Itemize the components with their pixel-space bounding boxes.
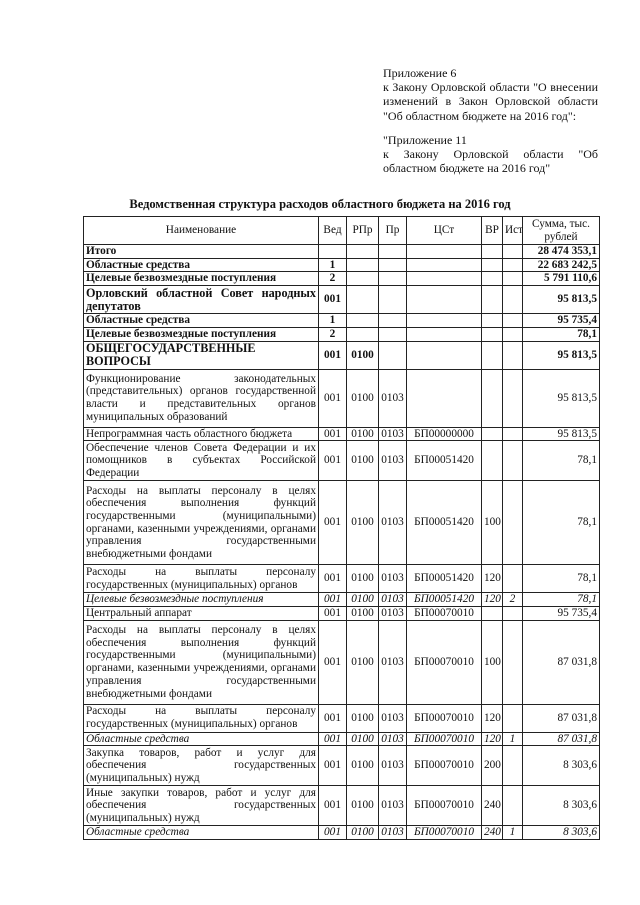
cell-sum: 87 031,8 — [523, 704, 600, 732]
cell-rpr: 0100 — [347, 341, 379, 369]
cell-ved: 001 — [319, 826, 347, 840]
cell-cst: БП00051420 — [407, 481, 482, 565]
cell-cst: БП00070010 — [407, 826, 482, 840]
cell-pr: 0103 — [379, 826, 407, 840]
cell-vr — [482, 272, 503, 286]
cell-vr: 120 — [482, 704, 503, 732]
cell-name: Расходы на выплаты персоналу в целях обеспечения выполнения функций государственными (муниципальными) органами, казенными учреждениями, органами управления государственными внебюджетными фондами — [84, 481, 319, 565]
cell-rpr — [347, 327, 379, 341]
cell-cst — [407, 369, 482, 427]
cell-ist — [503, 286, 523, 314]
cell-ist — [503, 272, 523, 286]
cell-name: Итого — [84, 245, 319, 259]
table-row — [84, 272, 600, 286]
cell-ved: 001 — [319, 441, 347, 481]
cell-ved: 001 — [319, 620, 347, 704]
budget-table — [83, 216, 600, 840]
cell-pr — [379, 314, 407, 328]
cell-pr: 0103 — [379, 606, 407, 620]
cell-name: Иные закупки товаров, работ и услуг для обеспечения государственных (муниципальных) нужд — [84, 786, 319, 826]
cell-rpr — [347, 245, 379, 259]
cell-rpr: 0100 — [347, 606, 379, 620]
cell-pr — [379, 341, 407, 369]
col-rpr-header: РПр — [347, 217, 379, 245]
cell-cst: БП00070010 — [407, 786, 482, 826]
cell-cst — [407, 245, 482, 259]
cell-vr: 120 — [482, 593, 503, 607]
cell-sum: 78,1 — [523, 441, 600, 481]
cell-pr — [379, 258, 407, 272]
cell-ved: 001 — [319, 341, 347, 369]
cell-ved: 001 — [319, 746, 347, 786]
table-row — [84, 314, 600, 328]
cell-ved: 001 — [319, 593, 347, 607]
cell-cst — [407, 272, 482, 286]
cell-cst — [407, 314, 482, 328]
cell-sum: 87 031,8 — [523, 732, 600, 746]
cell-cst: БП00051420 — [407, 593, 482, 607]
cell-pr: 0103 — [379, 732, 407, 746]
cell-ved: 001 — [319, 481, 347, 565]
cell-rpr: 0100 — [347, 427, 379, 441]
cell-sum: 95 735,4 — [523, 314, 600, 328]
col-ist-header: Ист — [503, 217, 523, 245]
cell-vr: 200 — [482, 746, 503, 786]
cell-vr — [482, 286, 503, 314]
cell-name: Центральный аппарат — [84, 606, 319, 620]
cell-cst: БП00051420 — [407, 565, 482, 593]
cell-pr — [379, 245, 407, 259]
cell-sum: 22 683 242,5 — [523, 258, 600, 272]
cell-name: Областные средства — [84, 258, 319, 272]
cell-vr — [482, 341, 503, 369]
cell-pr: 0103 — [379, 593, 407, 607]
cell-rpr: 0100 — [347, 704, 379, 732]
cell-sum: 78,1 — [523, 327, 600, 341]
cell-ved: 1 — [319, 314, 347, 328]
cell-cst: БП00070010 — [407, 606, 482, 620]
cell-name: Расходы на выплаты персоналу в целях обеспечения выполнения функций государственными (муниципальными) органами, казенными учреждениями, органами управления государственными внебюджетными фондами — [84, 620, 319, 704]
table-row — [84, 620, 600, 704]
cell-pr — [379, 327, 407, 341]
table-row — [84, 704, 600, 732]
table-row — [84, 481, 600, 565]
cell-sum: 5 791 110,6 — [523, 272, 600, 286]
cell-vr — [482, 427, 503, 441]
cell-name: Целевые безвозмездные поступления — [84, 272, 319, 286]
cell-pr: 0103 — [379, 746, 407, 786]
table-row — [84, 441, 600, 481]
table-row — [84, 258, 600, 272]
cell-name: Расходы на выплаты персоналу государственных (муниципальных) органов — [84, 704, 319, 732]
cell-sum: 78,1 — [523, 565, 600, 593]
cell-rpr: 0100 — [347, 746, 379, 786]
cell-rpr — [347, 286, 379, 314]
cell-ist — [503, 565, 523, 593]
cell-cst: БП00000000 — [407, 427, 482, 441]
cell-ist — [503, 427, 523, 441]
table-row — [84, 341, 600, 369]
cell-cst — [407, 258, 482, 272]
cell-ved — [319, 245, 347, 259]
cell-name: Орловский областной Совет народных депутатов — [84, 286, 319, 314]
cell-name: Областные средства — [84, 314, 319, 328]
cell-pr: 0103 — [379, 441, 407, 481]
cell-ist — [503, 786, 523, 826]
cell-sum: 78,1 — [523, 481, 600, 565]
table-row — [84, 327, 600, 341]
cell-cst: БП00070010 — [407, 704, 482, 732]
cell-pr — [379, 272, 407, 286]
cell-ved: 2 — [319, 327, 347, 341]
cell-ved: 001 — [319, 369, 347, 427]
cell-name: Областные средства — [84, 826, 319, 840]
cell-name: Непрограммная часть областного бюджета — [84, 427, 319, 441]
table-row — [84, 245, 600, 259]
table-row — [84, 606, 600, 620]
cell-vr: 240 — [482, 826, 503, 840]
cell-pr: 0103 — [379, 427, 407, 441]
cell-rpr — [347, 314, 379, 328]
cell-rpr: 0100 — [347, 369, 379, 427]
cell-name: Обеспечение членов Совета Федерации и их помощников в субъектах Российской Федерации — [84, 441, 319, 481]
cell-vr: 120 — [482, 732, 503, 746]
table-row — [84, 746, 600, 786]
cell-vr — [482, 441, 503, 481]
cell-ved: 001 — [319, 786, 347, 826]
cell-name: Расходы на выплаты персоналу государственных (муниципальных) органов — [84, 565, 319, 593]
cell-sum: 87 031,8 — [523, 620, 600, 704]
cell-name: Закупка товаров, работ и услуг для обеспечения государственных (муниципальных) нужд — [84, 746, 319, 786]
cell-ist — [503, 314, 523, 328]
cell-pr: 0103 — [379, 704, 407, 732]
col-pr-header: Пр — [379, 217, 407, 245]
cell-ist — [503, 606, 523, 620]
cell-sum: 8 303,6 — [523, 786, 600, 826]
cell-name: Функционирование законодательных (представительных) органов государственной власти и представительных органов муниципальных образований — [84, 369, 319, 427]
cell-rpr — [347, 258, 379, 272]
cell-name: Целевые безвозмездные поступления — [84, 593, 319, 607]
col-ved-header: Вед — [319, 217, 347, 245]
cell-ved: 001 — [319, 732, 347, 746]
cell-cst: БП00070010 — [407, 620, 482, 704]
table-row — [84, 427, 600, 441]
cell-cst: БП00070010 — [407, 732, 482, 746]
cell-rpr: 0100 — [347, 481, 379, 565]
table-row — [84, 826, 600, 840]
cell-pr: 0103 — [379, 786, 407, 826]
cell-vr — [482, 369, 503, 427]
cell-rpr: 0100 — [347, 441, 379, 481]
cell-cst — [407, 341, 482, 369]
cell-sum: 95 813,5 — [523, 427, 600, 441]
cell-ist: 1 — [503, 826, 523, 840]
cell-vr — [482, 327, 503, 341]
cell-rpr: 0100 — [347, 565, 379, 593]
cell-sum: 78,1 — [523, 593, 600, 607]
col-vr-header: ВР — [482, 217, 503, 245]
cell-vr — [482, 314, 503, 328]
cell-cst — [407, 286, 482, 314]
cell-vr — [482, 606, 503, 620]
cell-pr — [379, 286, 407, 314]
cell-name: ОБЩЕГОСУДАРСТВЕННЫЕ ВОПРОСЫ — [84, 341, 319, 369]
cell-rpr: 0100 — [347, 826, 379, 840]
cell-ist — [503, 369, 523, 427]
table-header-row — [84, 217, 600, 245]
appendix-11-text: к Закону Орловской области "Об областном бюджете на 2016 год" — [383, 147, 598, 176]
col-name-header: Наименование — [84, 217, 319, 245]
cell-rpr — [347, 272, 379, 286]
cell-vr: 240 — [482, 786, 503, 826]
cell-sum: 95 735,4 — [523, 606, 600, 620]
cell-ist — [503, 258, 523, 272]
cell-vr: 100 — [482, 481, 503, 565]
cell-sum: 95 813,5 — [523, 341, 600, 369]
cell-ist — [503, 746, 523, 786]
cell-sum: 8 303,6 — [523, 746, 600, 786]
cell-ved: 001 — [319, 606, 347, 620]
table-row — [84, 565, 600, 593]
cell-ist — [503, 620, 523, 704]
cell-rpr: 0100 — [347, 732, 379, 746]
cell-ved: 001 — [319, 427, 347, 441]
cell-ist — [503, 245, 523, 259]
table-row — [84, 732, 600, 746]
col-sum-header: Сумма, тыс. рублей — [523, 217, 600, 245]
cell-name: Областные средства — [84, 732, 319, 746]
cell-vr — [482, 258, 503, 272]
cell-ved: 1 — [319, 258, 347, 272]
cell-ist: 1 — [503, 732, 523, 746]
cell-pr: 0103 — [379, 565, 407, 593]
cell-ist — [503, 341, 523, 369]
cell-cst — [407, 327, 482, 341]
cell-vr — [482, 245, 503, 259]
cell-vr: 120 — [482, 565, 503, 593]
cell-rpr: 0100 — [347, 786, 379, 826]
cell-cst: БП00070010 — [407, 746, 482, 786]
cell-cst: БП00051420 — [407, 441, 482, 481]
cell-name: Целевые безвозмездные поступления — [84, 327, 319, 341]
table-row — [84, 593, 600, 607]
cell-ved: 001 — [319, 286, 347, 314]
cell-sum: 95 813,5 — [523, 369, 600, 427]
cell-ist — [503, 441, 523, 481]
cell-ist: 2 — [503, 593, 523, 607]
appendix-6-title: Приложение 6 — [383, 66, 457, 80]
document-title: Ведомственная структура расходов областного бюджета на 2016 год — [129, 197, 511, 211]
appendix-6-text: к Закону Орловской области "О внесении изменений в Закон Орловской области "Об областном бюджете на 2016 год": — [383, 80, 598, 123]
cell-ist — [503, 481, 523, 565]
cell-ved: 2 — [319, 272, 347, 286]
cell-ved: 001 — [319, 704, 347, 732]
table-row — [84, 786, 600, 826]
cell-pr: 0103 — [379, 481, 407, 565]
col-cst-header: ЦСт — [407, 217, 482, 245]
table-row — [84, 286, 600, 314]
appendix-11-title: "Приложение 11 — [383, 132, 467, 147]
cell-pr: 0103 — [379, 620, 407, 704]
cell-ist — [503, 704, 523, 732]
table-row — [84, 369, 600, 427]
cell-sum: 8 303,6 — [523, 826, 600, 840]
cell-ist — [503, 327, 523, 341]
cell-rpr: 0100 — [347, 620, 379, 704]
cell-sum: 95 813,5 — [523, 286, 600, 314]
cell-rpr: 0100 — [347, 593, 379, 607]
cell-pr: 0103 — [379, 369, 407, 427]
cell-vr: 100 — [482, 620, 503, 704]
cell-sum: 28 474 353,1 — [523, 245, 600, 259]
appendix-header — [383, 66, 598, 175]
cell-ved: 001 — [319, 565, 347, 593]
